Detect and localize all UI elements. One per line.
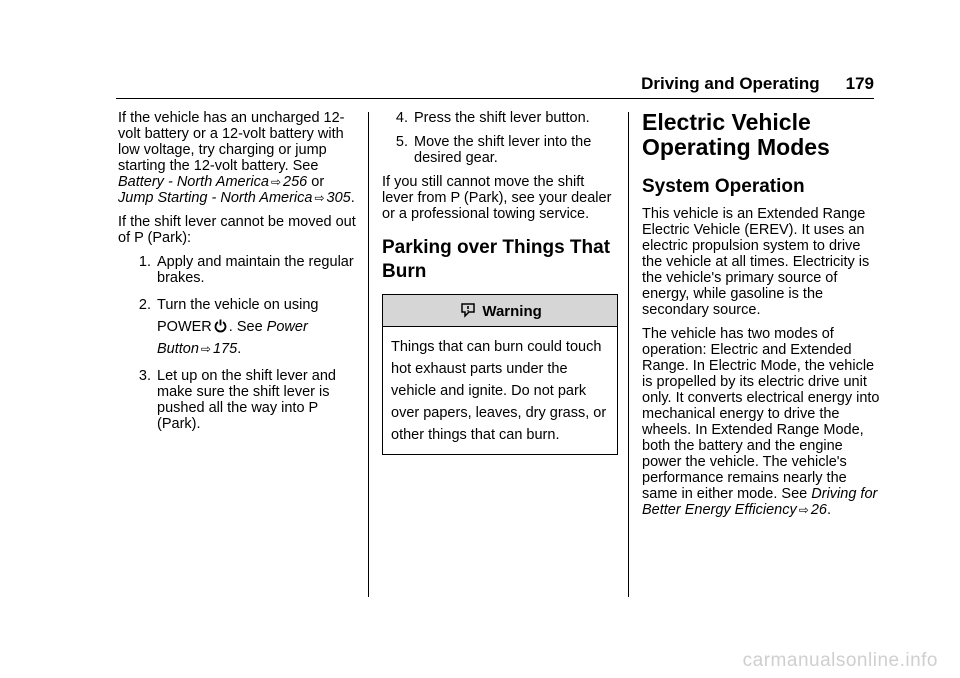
paragraph-towing: If you still cannot move the shift lever from P (Park), see your dealer or a professional towing service. xyxy=(382,174,612,222)
page-reference-arrow-icon: ⇨ xyxy=(798,503,809,517)
chapter-heading: Electric Vehicle Operating Modes xyxy=(642,109,830,160)
column-divider-2 xyxy=(628,112,629,597)
steps-list xyxy=(382,110,618,166)
page-reference-arrow-icon: ⇨ xyxy=(314,191,325,205)
list-item: 3. Let up on the shift lever and make sure the shift lever is pushed all the way into P (Park). xyxy=(138,368,336,432)
paragraph-erev: This vehicle is an Extended Range Electric Vehicle (EREV). It uses an electric propulsion system to drive the vehicle at all times. Electricity is the vehicle's primary source of energy, while gasoline is the secondary source. xyxy=(642,206,870,318)
link-power-button[interactable]: Power Button xyxy=(157,319,308,357)
watermark: carmanualsonline.info xyxy=(742,650,938,671)
list-item: 4. Press the shift lever button. xyxy=(395,110,590,126)
page-reference-arrow-icon: ⇨ xyxy=(270,175,282,189)
paragraph-uncharged-battery: If the vehicle has an uncharged 12-volt battery or a 12-volt battery with low voltage, try charging or jump starting the 12-volt battery. See Battery - North America ⇨ 256 or Jump Starting - North America ⇨ 305. xyxy=(118,110,355,206)
warning-icon xyxy=(460,302,476,318)
page-reference[interactable]: 256 xyxy=(283,174,308,190)
paragraph-modes: The vehicle has two modes of operation: Electric and Extended Range. In Electric Mode, the vehicle is propelled by its electric drive unit only. It converts electrical energy into mechanical energy to drive the wheels. In Extended Range Mode, both the battery and the engine power the vehicle. The vehicle's performance remains nearly the same in either mode. See Driving for Better Energy Efficiency ⇨ 26. xyxy=(642,326,880,518)
warning-header xyxy=(383,295,617,327)
column-3 xyxy=(642,110,880,526)
section-title: Driving and Operating xyxy=(641,74,820,93)
warning-label: Warning xyxy=(482,303,542,320)
warning-text: Things that can burn could touch hot exhaust parts under the vehicle and ignite. Do not park over papers, leaves, dry grass, or other things that can burn. xyxy=(391,339,607,443)
section-heading: Parking over Things That Burn xyxy=(382,237,611,282)
list-item: 5. Move the shift lever into the desired gear. xyxy=(395,134,592,166)
list-item: 1. Apply and maintain the regular brakes. xyxy=(138,254,354,286)
column-divider-1 xyxy=(368,112,369,597)
steps-list xyxy=(118,254,358,432)
link-jump-starting[interactable]: Jump Starting - North America xyxy=(118,190,313,206)
page-reference[interactable]: 305 xyxy=(326,190,351,206)
page-reference[interactable]: 175 xyxy=(212,341,238,357)
column-2 xyxy=(382,110,618,455)
page-reference-arrow-icon: ⇨ xyxy=(200,342,211,356)
link-driving-efficiency[interactable]: Driving for Better Energy Efficiency xyxy=(642,486,878,518)
header-rule xyxy=(116,98,874,99)
link-battery[interactable]: Battery - North America xyxy=(118,174,269,190)
paragraph-shift-lever: If the shift lever cannot be moved out of P (Park): xyxy=(118,214,356,246)
warning-box xyxy=(382,294,618,455)
page-reference[interactable]: 26 xyxy=(810,502,827,518)
page-number: 179 xyxy=(845,74,874,93)
page-header xyxy=(641,74,874,94)
list-item: 2. Turn the vehicle on using POWER . See Power Button ⇨ 175. xyxy=(138,297,319,357)
column-1 xyxy=(118,110,358,440)
subsection-heading: System Operation xyxy=(642,176,805,197)
power-icon xyxy=(214,319,227,333)
